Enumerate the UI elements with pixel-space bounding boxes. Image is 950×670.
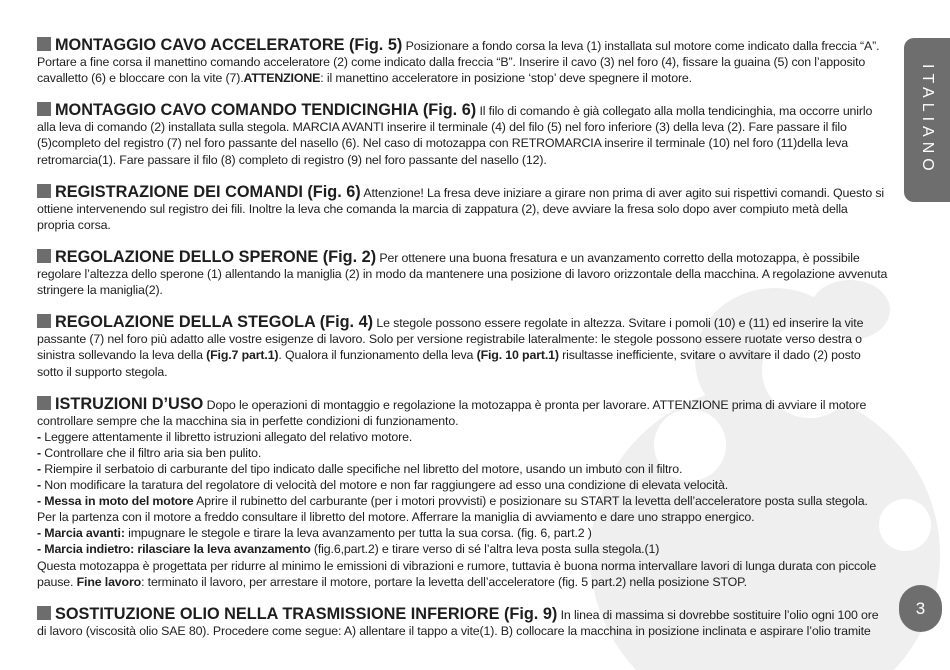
- instruction-item-lead: -: [37, 445, 45, 460]
- section-body: Per ottenere una buona fresatura e un avanzamento corretto della motozappa, è possibile regolare l’altezza dello sperone (1) allentando la maniglia (2) in modo da mantenere una posizione di lavoro orizzontale della macchina. A regolazione avvenuta stringere la maniglia(2).: [37, 250, 888, 298]
- closing-text: Questa motozappa è progettata per ridurre al minimo le emissioni di vibrazioni e rumore, tuttavia è buona norma intervallare lavori di lunga durata con piccole pause.: [37, 558, 877, 589]
- instruction-item-lead: -: [37, 478, 45, 493]
- instruction-item-text: Non modificare la taratura del regolatore di velocità del motore e non far raggiungere ad esso una condizione di elevata velocità.: [44, 478, 729, 493]
- section-bullet-square: [37, 184, 51, 198]
- section-bullet-square: [37, 249, 51, 263]
- section-accelerator-cable: [37, 37, 888, 86]
- section-heading: REGISTRAZIONE DEI COMANDI (Fig. 6): [55, 182, 361, 201]
- figure-reference: (Fig.7 part.1): [206, 348, 279, 363]
- closing-paragraph: [37, 558, 888, 590]
- section-bullet-square: [37, 606, 51, 620]
- instruction-item-text: Riempire il serbatoio di carburante del tipo indicato dalle specifiche nel libretto del motore, usando un imbuto con il filtro.: [44, 461, 683, 476]
- instruction-item: [37, 541, 888, 557]
- section-heading: REGOLAZIONE DELLO SPERONE (Fig. 2): [55, 247, 377, 266]
- section-bullet-square: [37, 396, 51, 410]
- instruction-item-text: Leggere attentamente il libretto istruzioni allegato del relativo motore.: [44, 429, 413, 444]
- closing-bold-label: Fine lavoro: [76, 574, 142, 589]
- instruction-item: [37, 477, 888, 493]
- section-spur-adjustment: [37, 249, 888, 298]
- instruction-item-text: (fig.6,part.2) e tirare verso di sé l’altra leva posta sulla stegola.(1): [310, 542, 660, 557]
- instruction-item: [37, 429, 888, 445]
- warning-label: ATTENZIONE: [243, 71, 321, 86]
- section-heading: SOSTITUZIONE OLIO NELLA TRASMISSIONE INFERIORE (Fig. 9): [55, 604, 558, 623]
- instruction-item-lead: -: [37, 461, 45, 476]
- language-tab-label: ITALIANO: [919, 64, 936, 176]
- instruction-item-lead: - Marcia indietro: rilasciare la leva avanzamento: [37, 542, 311, 557]
- instruction-item: [37, 445, 888, 461]
- section-heading: REGOLAZIONE DELLA STEGOLA (Fig. 4): [55, 313, 374, 332]
- section-heading: MONTAGGIO CAVO ACCELERATORE (Fig. 5): [55, 36, 403, 54]
- instruction-item-text: Controllare che il filtro aria sia ben pulito.: [44, 445, 262, 460]
- section-bullet-square: [37, 37, 51, 51]
- section-heading: ISTRUZIONI D’USO: [55, 394, 204, 413]
- page-number-badge: 3: [899, 585, 942, 632]
- instruction-item: [37, 525, 888, 541]
- section-bullet-square: [37, 102, 51, 116]
- instruction-item-lead: - Messa in moto del motore: [37, 494, 194, 509]
- section-body: Dopo le operazioni di montaggio e regolazione la motozappa è pronta per lavorare. ATTENZIONE prima di avviare il motore controllare sempre che la macchina sia in perfette condizioni di funzionamento.: [37, 397, 867, 428]
- manual-text-column: [37, 37, 888, 655]
- instruction-item-text: impugnare le stegole e tirare la leva avanzamento per tutta la sua corsa. (fig. 6, part.2 ): [124, 526, 592, 541]
- instruction-item-lead: -: [37, 429, 45, 444]
- section-bullet-square: [37, 314, 51, 328]
- section-body: Il filo di comando è già collegato alla molla tendicinghia, ma occorre unirlo alla leva di comando (2) installata sulla stegola. MARCIA AVANTI inserire il terminale (4) del filo (5) nel foro inferiore (3) della leva (2). Fare passare il filo (5)completo del registro (7) nel foro passante del nasello (6). Nel caso di motozappa con RETROMARCIA inserire il terminale (10) nel foro (11)della leva retromarcia(1). Fare passare il filo (8) completo di registro (9) nel foro passante del nasello (12).: [37, 104, 873, 167]
- instruction-item: [37, 493, 888, 525]
- section-handlebar-adjustment: [37, 314, 888, 379]
- instruction-item: [37, 461, 888, 477]
- section-heading: MONTAGGIO CAVO COMANDO TENDICINGHIA (Fig. 6): [55, 101, 477, 120]
- section-belt-tensioner-cable: [37, 102, 888, 167]
- section-body: In linea di massima si dovrebbe sostituire l’olio ogni 100 ore di lavoro (viscosità olio SAE 80). Procedere come segue: A) allentare il tappo a vite(1). B) collocare la macchina in posizione inclinata e aspirare l’olio tramite: [37, 607, 879, 638]
- section-body: Le stegole possono essere regolate in altezza. Svitare i pomoli (10) e (11) ed inserire la vite passante (7) nel foro più adatto alle vostre esigenze di lavoro. Solo per versione registrabile lateralmente: le stegole possono essere ruotate verso destra o sinistra sollevando la leva della: [37, 316, 864, 363]
- language-tab: [904, 38, 950, 202]
- instruction-item-text: Aprire il rubinetto del carburante (per i motori provvisti) e posizionare su START la levetta dell’acceleratore posta sulla stegola. Per la partenza con il motore a freddo consultare il libretto del motore. Afferrare la maniglia di avviamento e dare uno strappo energico.: [37, 494, 868, 525]
- section-controls-adjustment: [37, 184, 888, 233]
- closing-text: : terminato il lavoro, per arrestare il motore, portare la levetta dell’acceleratore (fig. 5 part.2) nella posizione STOP.: [141, 574, 747, 589]
- section-body: : il manettino acceleratore in posizione ‘stop’ deve spegnere il motore.: [320, 71, 692, 86]
- section-body: . Qualora il funzionamento della leva: [278, 348, 477, 363]
- figure-reference: (Fig. 10 part.1): [476, 348, 559, 363]
- section-body: Attenzione! La fresa deve iniziare a girare non prima di aver agito sui rispettivi comandi. Questo si ottiene intervenendo sul registro dei fili. Inoltre la leva che comanda la marcia di zappatura (2), deve avviare la fresa solo dopo aver compiuto metà della propria corsa.: [37, 185, 885, 232]
- section-operating-instructions: [37, 396, 888, 590]
- instruction-item-lead: - Marcia avanti:: [37, 526, 125, 541]
- section-body: risultasse inefficiente, svitare o avvitare il dado (2) posto sotto il supporto stegola.: [37, 348, 861, 379]
- section-oil-replacement: [37, 606, 888, 639]
- section-body: Posizionare a fondo corsa la leva (1) installata sul motore come indicato dalla freccia “A”. Portare a fine corsa il manettino comando acceleratore (2) come indicato dalla freccia “B”. Inserire il cavo (3) nel foro (4), fissare la guaina (5) con l’apposito cavalletto (6) e bloccare con la vite (7).: [37, 39, 880, 86]
